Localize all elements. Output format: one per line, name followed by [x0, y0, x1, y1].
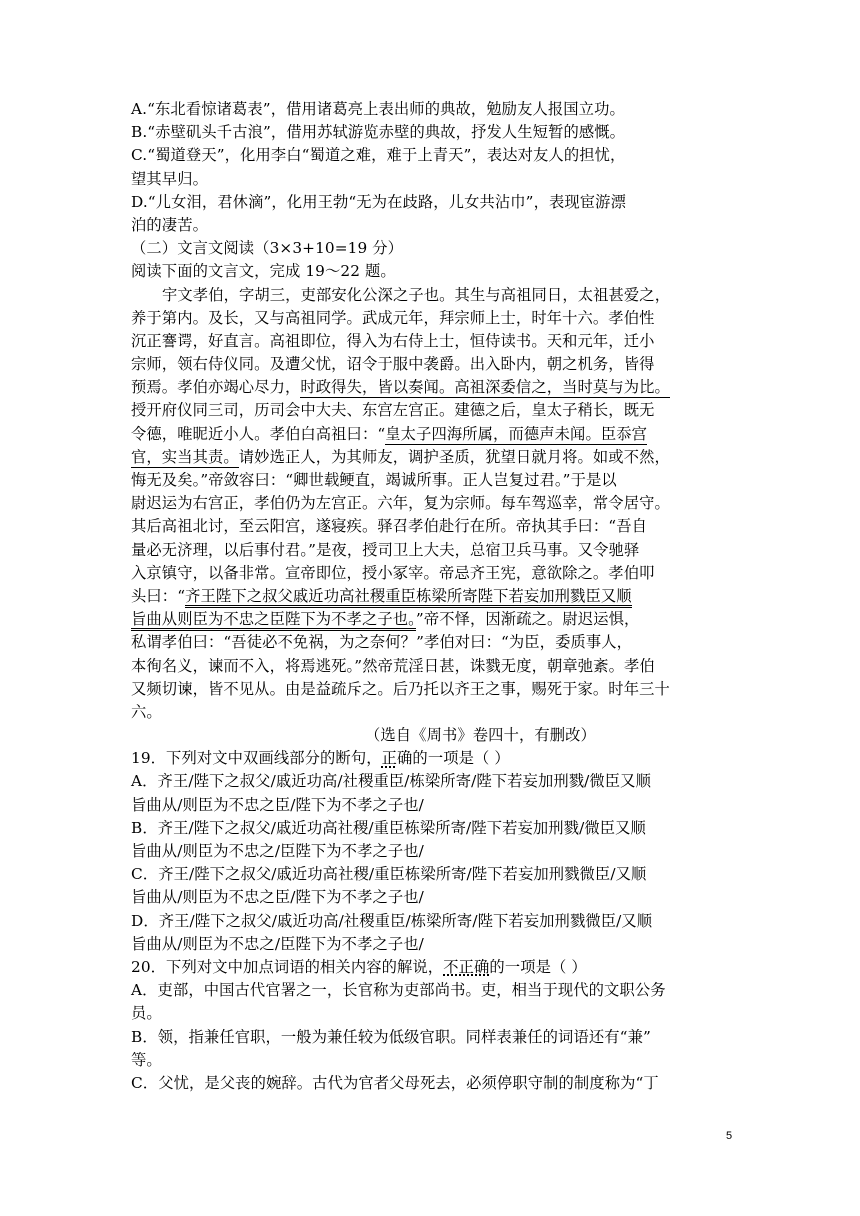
- page-number: 5: [726, 1130, 733, 1142]
- plain-text: 预焉。孝伯亦竭心尽力，: [131, 378, 301, 397]
- q20-option-b: B．领，指兼任官职，一般为兼任较为低级官职。同样表兼任的词语还有“兼”: [131, 1027, 651, 1046]
- q19-option-c-cont: 旨曲从/则臣为不忠之臣/陛下为不孝之子也/: [131, 888, 424, 907]
- passage-line: 宗师，领右侍仪同。及遭父忧，诏令于服中袭爵。出入卧内，朝之机务，皆得: [131, 355, 655, 374]
- passage-line: 又频切谏，皆不见从。由是益疏斥之。后乃托以齐王之事，赐死于家。时年三十: [131, 679, 670, 698]
- instruction: 阅读下面的文言文，完成 19～22 题。: [131, 262, 396, 281]
- double-underlined-sentence: 齐王陛下之叔父戚近功高社稷重臣栋梁所寄陛下若妄加刑戮臣又顺: [185, 587, 632, 608]
- option-c-poem-cont: 望其早归。: [131, 169, 208, 188]
- double-underlined-sentence: 旨曲从则臣为不忠之臣陛下为不孝之子也。: [131, 610, 416, 631]
- question-19: [131, 747, 731, 770]
- passage-line: [131, 376, 731, 399]
- underlined-sentence: 时政得失，皆以奏闻。高祖深委信之，当时莫与为比。: [300, 378, 670, 397]
- passage-line: 尉迟运为右宫正，孝伯仍为左宫正。六年，复为宗师。每车驾巡幸，常令居守。: [131, 494, 670, 513]
- section-heading: （二）文言文阅读（3×3+10=19 分）: [131, 239, 404, 258]
- plain-text: 头曰：“: [131, 586, 186, 605]
- plain-text: 20．下列对文中加点词语的相关内容的解说，: [131, 957, 444, 976]
- q20-option-c: C．父忧，是父丧的婉辞。古代为官者父母死去，必须停职守制的制度称为“丁: [131, 1073, 659, 1092]
- q19-option-c: C．齐王/陛下之叔父/戚近功高社稷/重臣栋梁所寄/陛下若妄加刑戮微臣/又顺: [131, 865, 647, 884]
- passage-line: 其后高祖北讨，至云阳宫，遂寝疾。驿召孝伯赴行在所。帝执其手曰：“吾自: [131, 517, 648, 536]
- underlined-sentence: 皇太子四海所属，而德声未闻。臣忝宫: [385, 424, 648, 443]
- option-b-poem: B.“赤壁矶头千古浪”，借用苏轼游览赤壁的典故，抒发人生短暂的感慨。: [131, 123, 626, 142]
- plain-text: 请妙选正人，为其师友，调护圣质，犹望日就月将。如或不然，: [238, 447, 670, 466]
- option-a-poem: A.“东北看惊诸葛表”，借用诸葛亮上表出师的典故，勉励友人报国立功。: [131, 100, 625, 118]
- passage-line: [131, 608, 731, 631]
- q20-option-b-cont: 等。: [131, 1050, 162, 1069]
- underlined-sentence: 官，实当其责。: [131, 447, 239, 466]
- source-citation: （选自《周书》卷四十，有删改）: [365, 726, 596, 745]
- passage-line: 量必无济理，以后事付君。”是夜，授司卫上大夫，总宿卫兵马事。又令驰驿: [131, 540, 640, 559]
- option-c-poem: C.“蜀道登天”，化用李白“蜀道之难，难于上青天”，表达对友人的担忧，: [131, 146, 626, 165]
- q19-option-b: B．齐王/陛下之叔父/戚近功高社稷/重臣栋梁所寄/陛下若妄加刑戮/微臣又顺: [131, 818, 646, 837]
- plain-text: 确的一项是（ ）: [397, 749, 510, 768]
- passage-line: 授开府仪同三司，历司会中大夫、东宫左宫正。建德之后，皇太子稍长，既无: [131, 401, 655, 420]
- passage-line: 入京镇守，以备非常。宣帝即位，授小冢宰。帝忌齐王宪，意欲除之。孝伯叩: [131, 563, 655, 582]
- passage-line: [131, 423, 731, 446]
- question-20: [131, 956, 731, 979]
- passage-line: 宇文孝伯，字胡三，吏部安化公深之子也。其生与高祖同日，太祖甚爱之，: [162, 285, 671, 304]
- document-body: [131, 98, 731, 1095]
- q20-option-a: A．吏部，中国古代官署之一，长官称为吏部尚书。吏，相当于现代的文职公务: [131, 981, 666, 1000]
- q19-option-d-cont: 旨曲从/则臣为不忠之/臣陛下为不孝之子也/: [131, 934, 424, 953]
- q19-option-b-cont: 旨曲从/则臣为不忠之/臣陛下为不孝之子也/: [131, 842, 424, 860]
- plain-text: 19．下列对文中双画线部分的断句，: [131, 749, 382, 768]
- passage-line: 悔无及矣。”帝敛容曰：“卿世载鲠直，竭诚所事。正人岂复过君。”于是以: [131, 471, 617, 489]
- plain-text: ”帝不怿，因渐疏之。尉迟运惧，: [415, 610, 640, 629]
- q19-option-d: D．齐王/陛下之叔父/戚近功高/社稷重臣/栋梁所寄/陛下若妄加刑戮微臣/又顺: [131, 911, 653, 930]
- q20-option-a-cont: 员。: [131, 1004, 162, 1023]
- passage-line: 私谓孝伯曰：“吾徒必不免祸，为之奈何？”孝伯对曰：“为臣，委质事人，: [131, 633, 633, 652]
- option-d-poem-cont: 泊的凄苦。: [131, 215, 208, 234]
- option-d-poem: D.“儿女泪，君休滴”，化用王勃“无为在歧路，儿女共沾巾”，表现宦游漂: [131, 192, 626, 211]
- plain-text: 令德，唯昵近小人。孝伯白高祖曰：“: [131, 424, 386, 443]
- q19-option-a-cont: 旨曲从/则臣为不忠之臣/陛下为不孝之子也/: [131, 795, 424, 814]
- emphasized-word: 正: [381, 749, 398, 768]
- emphasized-word: 不正确: [443, 957, 490, 976]
- passage-line: 养于第内。及长，又与高祖同学。武成元年，拜宗师上士，时年十六。孝伯性: [131, 308, 655, 327]
- q19-option-a: A．齐王/陛下之叔父/戚近功高/社稷重臣/栋梁所寄/陛下若妄加刑戮/微臣又顺: [131, 772, 651, 791]
- passage-line: 沉正謇谔，好直言。高祖即位，得入为右侍上士，恒侍读书。天和元年，迁小: [131, 331, 655, 350]
- passage-line: 六。: [131, 702, 162, 721]
- passage-line: 本徇名义，谏而不入，将焉逃死。”然帝荒淫日甚，诛戮无度，朝章弛紊。孝伯: [131, 656, 655, 675]
- passage-line: [131, 585, 731, 608]
- plain-text: 的一项是（ ）: [489, 957, 587, 976]
- passage-line: [131, 446, 731, 469]
